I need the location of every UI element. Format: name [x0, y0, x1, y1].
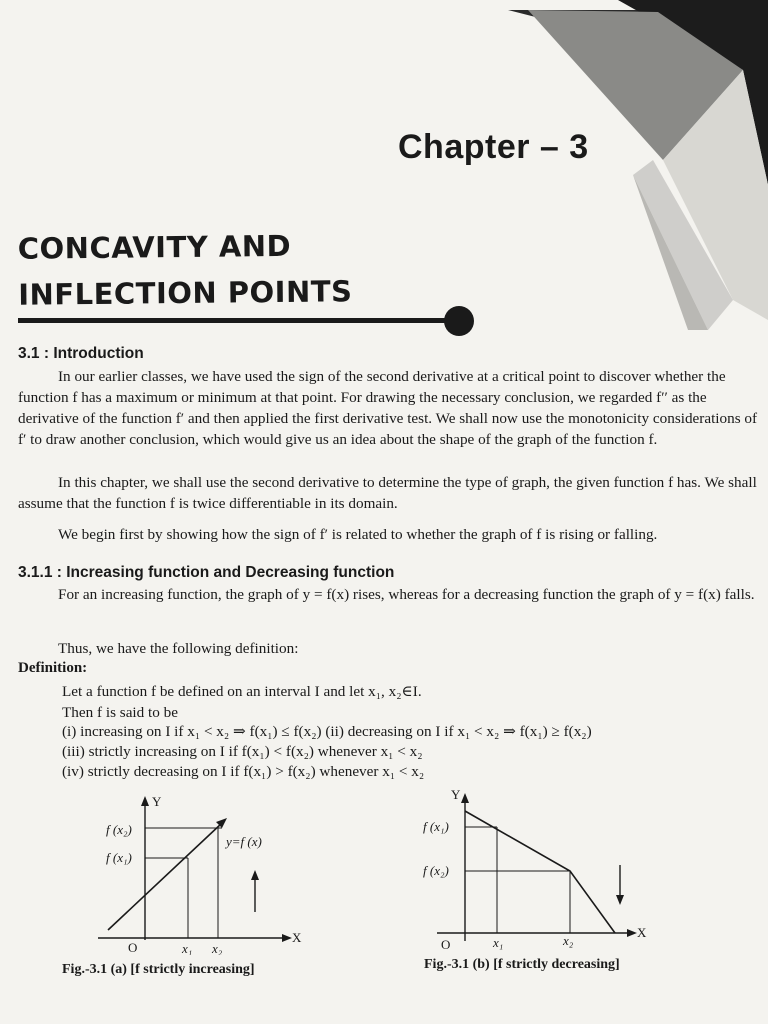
intro-paragraph-1: In our earlier classes, we have used the sign of the second derivative at a critical point to discover whether the function f has a maximum or minimum at that point. For drawing the necessary conclusion, we regarded f′′ as the derivative of the function f′ and then applied the first derivative test. We shall now use the monotonicity considerations of f′ to draw another conclusion, which would give us an idea about the shape of the graph of the function f. [18, 368, 758, 448]
figure-a-strictly-increasing [80, 790, 320, 955]
definition-label: Definition: [18, 660, 88, 676]
increasing-paragraph-2: Thus, we have the following definition: [58, 640, 299, 657]
figure-b-strictly-decreasing [415, 785, 660, 955]
fig-a-fx2-label: f (x₂) [106, 822, 132, 837]
definition-line-4: (iii) strictly increasing on I if f(x₁) < f(x₂) whenever x₁ < x₂ [62, 743, 423, 760]
section-heading-introduction: 3.1 : Introduction [18, 345, 144, 362]
figure-b-caption: Fig.-3.1 (b) [f strictly decreasing] [424, 957, 620, 972]
definition-line-5: (iv) strictly decreasing on I if f(x₁) > f(x₂) whenever x₁ < x₂ [62, 763, 425, 780]
fig-b-fx2-label: f (x₂) [423, 863, 449, 878]
definition-line-1: Let a function f be defined on an interval I and let x₁, x₂∈I. [62, 683, 422, 700]
figure-a-caption: Fig.-3.1 (a) [f strictly increasing] [62, 962, 255, 977]
fig-b-x1-label: x₁ [493, 935, 504, 950]
fig-b-fx1-label: f (x₁) [423, 819, 449, 834]
fig-b-x-label: X [637, 925, 647, 940]
intro-paragraph-2: In this chapter, we shall use the second derivative to determine the type of graph, the given function f has. We shall assume that the function f is twice differentiable in its domain. [18, 474, 757, 512]
definition-line-2: Then f is said to be [62, 704, 178, 721]
fig-b-curve [465, 811, 615, 933]
fig-a-origin-label: O [128, 940, 138, 955]
fig-a-x1-label: x₁ [182, 941, 193, 955]
fig-a-y-label: Y [152, 794, 162, 809]
fig-b-origin-label: O [441, 937, 451, 952]
title-rule-dot [444, 306, 474, 336]
chapter-title [18, 222, 353, 317]
fig-b-x2-label: x₂ [563, 933, 574, 948]
title-line-2: INFLECTION POINTS [18, 274, 353, 312]
fig-a-x2-label: x₂ [212, 941, 223, 955]
title-rule [18, 318, 454, 323]
intro-paragraph-3: We begin first by showing how the sign of f′ is related to whether the graph of f is rising or falling. [58, 526, 658, 543]
definition-line-3: (i) increasing on I if x₁ < x₂ ⇒ f(x₁) ≤ f(x₂) (ii) decreasing on I if x₁ < x₂ ⇒ f(x₁) ≥ f(x₂) [62, 723, 592, 740]
fig-a-curve [108, 823, 222, 930]
fig-a-x-label: X [292, 930, 302, 945]
increasing-paragraph-1: For an increasing function, the graph of y = f(x) rises, whereas for a decreasing function the graph of y = f(x) falls. [58, 586, 755, 603]
section-heading-increasing: 3.1.1 : Increasing function and Decreasing function [18, 564, 395, 581]
title-line-1: CONCAVITY AND [17, 228, 292, 266]
chapter-heading: Chapter – 3 [398, 128, 589, 166]
fig-b-y-label: Y [451, 787, 461, 802]
fig-a-fx1-label: f (x₁) [106, 850, 132, 865]
fig-a-curve-label: y=f (x) [226, 834, 262, 849]
